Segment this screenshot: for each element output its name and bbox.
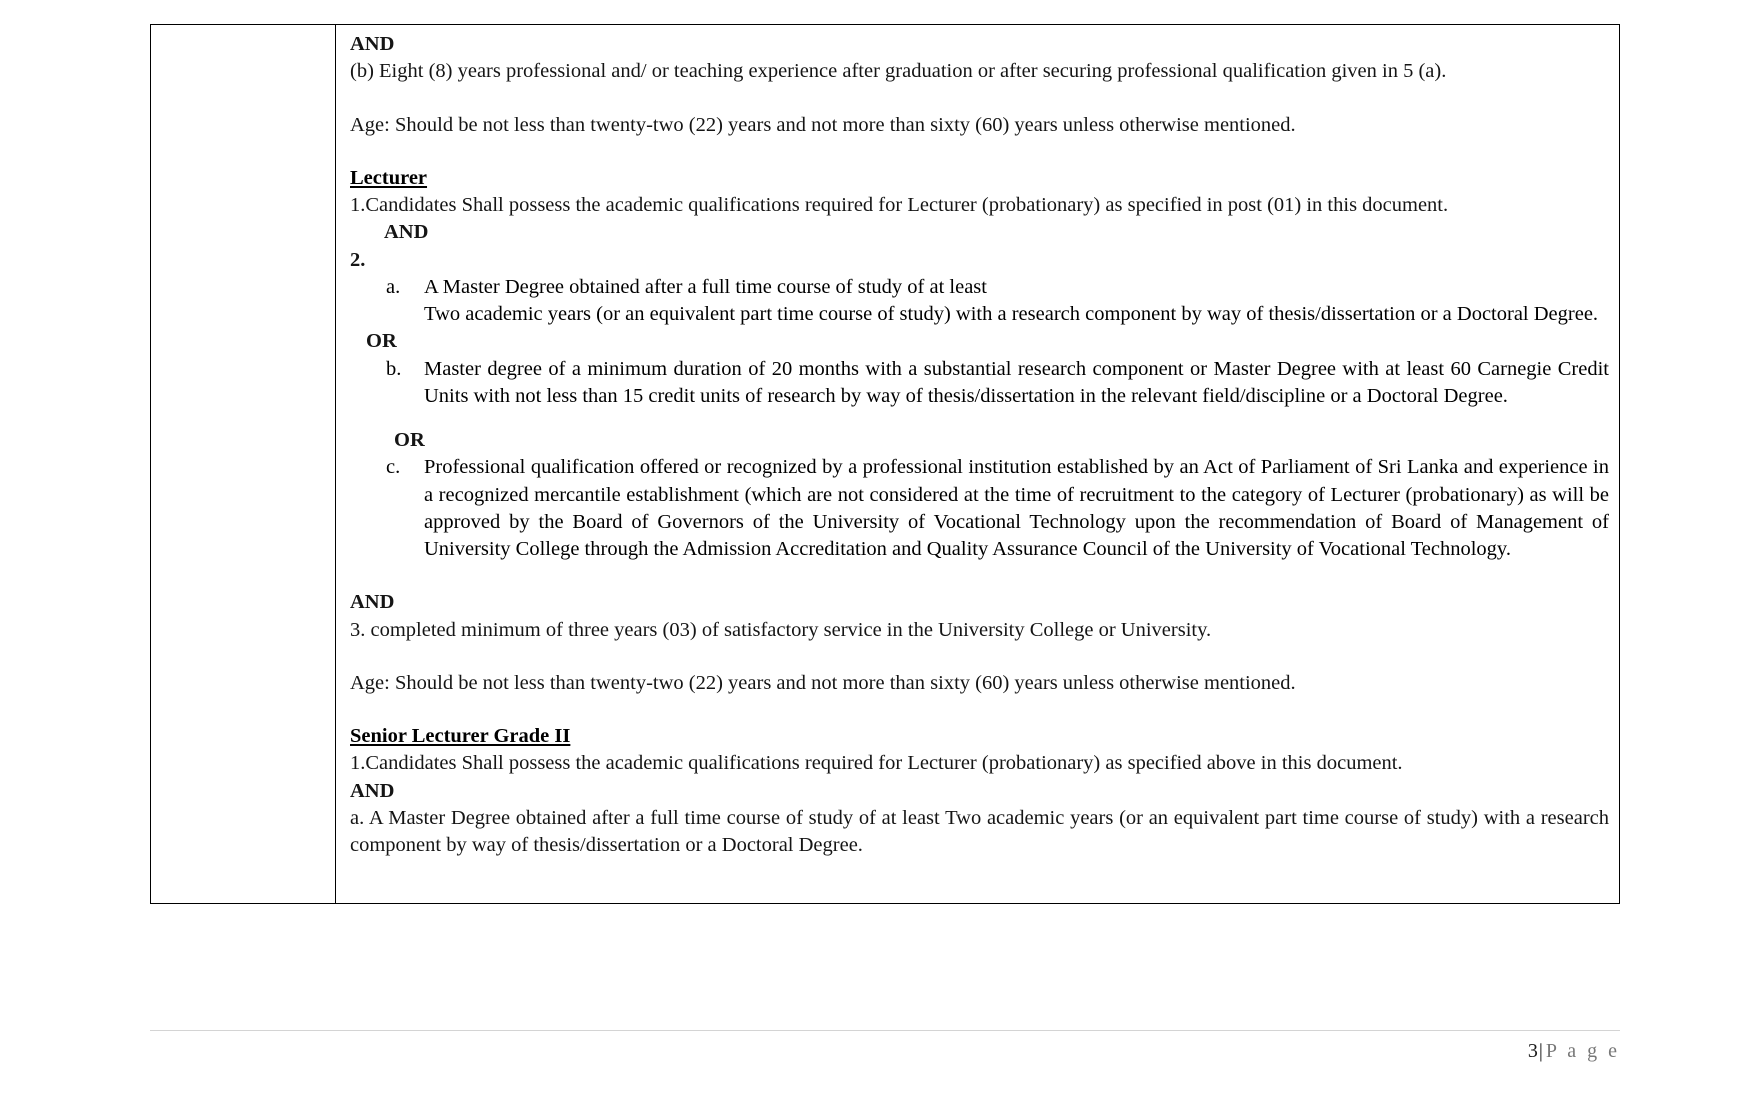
clause-b-text: (b) Eight (8) years professional and/ or teaching experience after graduation or after securing professional qualification given in 5 (a). [350, 60, 1447, 83]
or-label-2: OR [394, 429, 425, 451]
sub-item-b-body: Master degree of a minimum duration of 20 months with a substantial research component or Master Degree with at least 60 Carnegie Credit Units with not less than 15 credit units of research by way of thesis/dissertation in the relevant field/discipline or a Doctoral Degree. [424, 357, 1609, 407]
age-requirement-2: Age: Should be not less than twenty-two (22) years and not more than sixty (60) years unless otherwise mentioned. [350, 671, 1296, 694]
spacer [350, 410, 1609, 427]
age-requirement-1: Age: Should be not less than twenty-two (22) years and not more than sixty (60) years unless otherwise mentioned. [350, 113, 1296, 136]
heading-lecturer: Lecturer [350, 166, 428, 189]
sub-item-b-marker: b. [386, 357, 402, 380]
senior-lecturer-and-label: AND [350, 779, 395, 802]
lecturer-item-1: 1.Candidates Shall possess the academic qualifications required for Lecturer (probationary) as specified in post (01) in this document. [350, 194, 1449, 216]
footer-page-word: P a g e [1545, 1040, 1620, 1062]
and-label-top: AND [350, 33, 395, 55]
or-label-1: OR [366, 330, 397, 353]
and-label-2: AND [350, 591, 395, 614]
lecturer-item-2-number: 2. [350, 248, 366, 271]
table-content-column [336, 25, 1619, 903]
sub-item-a-line2: Two academic years (or an equivalent part time course of study) with a research component by way of thesis/dissertation or a Doctoral Degree. [424, 303, 1599, 325]
sub-item-c-marker: c. [386, 456, 401, 479]
sub-item-b [386, 356, 1609, 411]
sub-item-a-body [424, 274, 1609, 329]
spacer [350, 86, 1609, 112]
sub-item-c-body: Professional qualification offered or recognized by a professional institution established by an Act of Parliament of Sri Lanka and experience in a recognized mercantile establishment (which are not considered at the time of recruitment to the category of Lecturer (probationary) as will be approved by the Board of Governors of the University of Vocational Technology upon the recommendation of Board of Management of University College through the Admission Accreditation and Quality Assurance Council of the University of Vocational Technology. [424, 456, 1609, 560]
footer-page-number: 3 [1527, 1040, 1539, 1062]
sub-item-c [386, 454, 1609, 563]
sub-item-a-marker: a. [386, 275, 401, 298]
lecturer-sub-list [350, 274, 1609, 564]
footer-separator: | [1538, 1040, 1546, 1062]
spacer [350, 644, 1609, 670]
heading-senior-lecturer-grade-2: Senior Lecturer Grade II [350, 725, 571, 747]
page-footer [150, 1030, 1620, 1063]
sub-item-a [386, 274, 1609, 329]
lecturer-and-label: AND [384, 221, 429, 244]
spacer [350, 563, 1609, 589]
senior-lecturer-item-a: a. A Master Degree obtained after a full time course of study of at least Two academic years (or an equivalent part time course of study) with a research component by way of thesis/dissertation or a Doctoral Degree. [350, 806, 1609, 856]
senior-lecturer-item-1: 1.Candidates Shall possess the academic qualifications required for Lecturer (probationary) as specified above in this document. [350, 752, 1403, 775]
lecturer-item-3: 3. completed minimum of three years (03) of satisfactory service in the University College or University. [350, 618, 1212, 641]
footer-page-indicator [1528, 1040, 1620, 1063]
table-left-column [151, 25, 336, 903]
sub-item-a-line1: A Master Degree obtained after a full time course of study of at least [424, 275, 987, 298]
qualifications-table [150, 24, 1620, 904]
spacer [350, 697, 1609, 723]
spacer [350, 139, 1609, 165]
